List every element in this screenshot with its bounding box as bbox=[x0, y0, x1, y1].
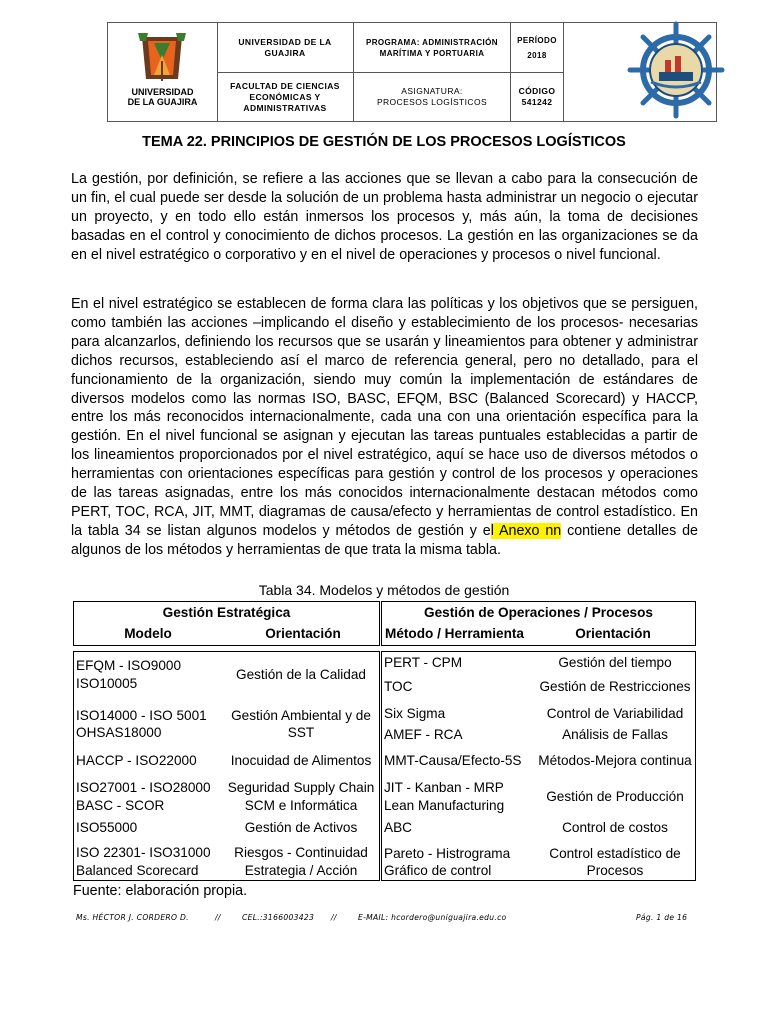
table-caption: Tabla 34. Modelos y métodos de gestión bbox=[258, 582, 510, 598]
left-row-2-model-a: ISO14000 - ISO 5001 bbox=[76, 708, 207, 723]
footer-separator-2: // bbox=[331, 913, 337, 922]
code-value: 541242 bbox=[521, 97, 553, 107]
program-name: PROGRAMA: ADMINISTRACIÓN MARÍTIMA Y PORTUARIA bbox=[354, 23, 511, 73]
paragraph-2-text-b: contiene detalles de algunos de los métodos y herramientas de que trata la misma tabla. bbox=[71, 522, 698, 558]
right-row-4-orientation: Análisis de Fallas bbox=[562, 727, 668, 742]
footer-phone: CEL.:3166003423 bbox=[242, 913, 315, 922]
right-row-1-orientation: Gestión del tiempo bbox=[558, 655, 672, 670]
footer-email: E-MAIL: hcordero@uniguajira.edu.co bbox=[358, 913, 507, 922]
university-logo bbox=[108, 23, 218, 121]
left-col-model-header: Modelo bbox=[124, 626, 172, 641]
right-row-8-method: ABC bbox=[384, 820, 412, 835]
left-row-2-model-b: OHSAS18000 bbox=[76, 725, 162, 740]
left-row-4-model-a: ISO27001 - ISO28000 bbox=[76, 780, 211, 795]
page-title: TEMA 22. PRINCIPIOS DE GESTIÓN DE LOS PROCESOS LOGÍSTICOS bbox=[142, 134, 626, 150]
footer-page-number: Pág. 1 de 16 bbox=[636, 913, 688, 922]
subject-block bbox=[354, 73, 511, 121]
right-row-3-method: Six Sigma bbox=[384, 706, 446, 721]
right-row-2-orientation: Gestión de Restricciones bbox=[539, 679, 691, 694]
ship-wheel-logo-icon bbox=[625, 20, 727, 120]
models-methods-table bbox=[73, 601, 696, 881]
subject-name: PROCESOS LOGÍSTICOS bbox=[376, 97, 488, 107]
footer-author: Ms. HÉCTOR J. CORDERO D. bbox=[76, 913, 189, 922]
left-col-orientation-header: Orientación bbox=[265, 626, 341, 641]
left-row-1-model-a: EFQM - ISO9000 bbox=[76, 658, 182, 673]
right-row-10-method: Gráfico de control bbox=[384, 863, 492, 878]
left-row-6-orientation-a: Riesgos - Continuidad bbox=[234, 845, 368, 860]
right-group-header: Gestión de Operaciones / Procesos bbox=[424, 605, 653, 620]
period-label: PERÍODO bbox=[517, 35, 557, 45]
right-row-8-orientation: Control de costos bbox=[562, 820, 668, 835]
left-row-5-model: ISO55000 bbox=[76, 820, 138, 835]
right-row-2-method: TOC bbox=[384, 679, 413, 694]
subject-label: ASIGNATURA: bbox=[401, 86, 463, 96]
right-row-1-method: PERT - CPM bbox=[384, 655, 463, 670]
right-row-4-method: AMEF - RCA bbox=[384, 727, 463, 742]
period-block bbox=[511, 23, 563, 73]
left-row-1-model-b: ISO10005 bbox=[76, 676, 138, 691]
table-source: Fuente: elaboración propia. bbox=[73, 883, 248, 899]
right-row-6-orientation: Gestión de Producción bbox=[546, 789, 684, 804]
footer-separator-1: // bbox=[215, 913, 221, 922]
left-row-6-model-a: ISO 22301- ISO31000 bbox=[76, 845, 211, 860]
right-row-9-method: Pareto - Histrograma bbox=[384, 846, 511, 861]
left-row-4-orientation-b: SCM e Informática bbox=[244, 798, 358, 813]
paragraph-2 bbox=[71, 295, 698, 560]
code-label: CÓDIGO bbox=[518, 86, 556, 96]
paragraph-2-text-a: En el nivel estratégico se establecen de forma clara las políticas y los objetivos que se persiguen, como también las acciones –implicando el diseño y establecimiento de los procesos- necesarias para alcanzarlos, definiendo los recursos que se usarán y lineamientos para obtener y administrar dichos recursos, estableciendo así el marco de referencia general, pero no detallado, para el funcionamiento de la organización, siendo muy común la implementación de estándares de diversos modelos como las normas ISO, BASC, EFQM, BSC (Balanced Scorecard) y HACCP, entre los más reconocidos internacionalmente, cada una con una orientación específica para la gestión. En el nivel funcional se asignan y ejecutan las tareas puntuales establecidas a partir de los lineamientos proporcionados por el nivel estratégico, aquí se hace uso de diversos métodos o herramientas con orientaciones específicas para gestión y control de los procesos y operaciones de las tareas asignadas, entre los más conocidos internacionalmente destacan métodos como PERT, TOC, RCA, JIT, MMT, diagramas de causa/efecto y herramientas de control estadístico. En la tabla 34 se listan algunos modelos y métodos de gestión y e bbox=[71, 296, 698, 539]
left-row-2-orientation-a: Gestión Ambiental y de bbox=[231, 708, 371, 723]
left-row-4-model-b: BASC - SCOR bbox=[76, 798, 165, 813]
university-crest-icon bbox=[128, 31, 196, 87]
right-row-10-orientation: Procesos bbox=[586, 863, 644, 878]
left-row-2-orientation-b: SST bbox=[287, 725, 315, 740]
faculty-name: FACULTAD DE CIENCIAS ECONÓMICAS Y ADMINISTRATIVAS bbox=[217, 73, 354, 121]
right-row-5-orientation: Métodos-Mejora continua bbox=[538, 753, 692, 768]
left-group-header: Gestión Estratégica bbox=[162, 605, 291, 620]
logo-line-2: DE LA GUAJIRA bbox=[127, 97, 198, 107]
right-row-7-method: Lean Manufacturing bbox=[384, 798, 505, 813]
university-name: UNIVERSIDAD DE LA GUAJIRA bbox=[217, 23, 354, 73]
left-row-6-orientation-b: Estrategia / Acción bbox=[244, 863, 358, 878]
right-col-orientation-header: Orientación bbox=[575, 626, 651, 641]
paragraph-1: La gestión, por definición, se refiere a las acciones que se llevan a cabo para la consecución de un fin, el cual puede ser desde la solución de un problema hasta administrar un negocio o ejecutar un proyecto, y en todo ello están inmersos los procesos y, más aún, la toma de decisiones basadas en el control y conocimiento de dichos procesos. La gestión en las organizaciones se da en el nivel estratégico o corporativo y en el nivel de operaciones y procesos o nivel funcional. bbox=[71, 171, 698, 263]
right-row-3-orientation: Control de Variabilidad bbox=[546, 706, 684, 721]
left-row-4-orientation-a: Seguridad Supply Chain bbox=[227, 780, 375, 795]
annex-highlight: l Anexo nn bbox=[490, 522, 562, 539]
code-block bbox=[511, 73, 563, 121]
right-row-5-method: MMT-Causa/Efecto-5S bbox=[384, 753, 522, 768]
right-row-9-orientation: Control estadístico de bbox=[549, 846, 681, 861]
right-col-method-header: Método / Herramienta bbox=[385, 626, 524, 641]
left-row-3-model: HACCP - ISO22000 bbox=[76, 753, 197, 768]
period-value: 2018 bbox=[527, 50, 547, 60]
logo-line-1: UNIVERSIDAD bbox=[131, 87, 194, 97]
left-row-1-orientation: Gestión de la Calidad bbox=[236, 667, 366, 682]
left-row-5-orientation: Gestión de Activos bbox=[244, 820, 358, 835]
left-row-6-model-b: Balanced Scorecard bbox=[76, 863, 199, 878]
left-row-3-orientation: Inocuidad de Alimentos bbox=[230, 753, 372, 768]
right-row-6-method: JIT - Kanban - MRP bbox=[384, 780, 504, 795]
